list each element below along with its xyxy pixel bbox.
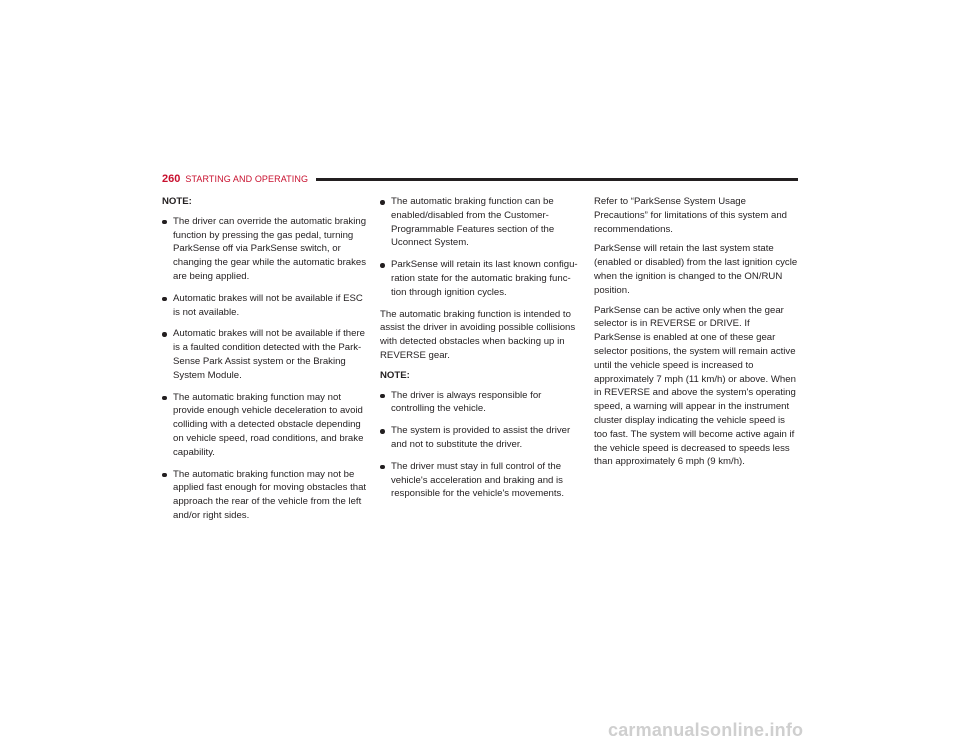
page-number: 260 bbox=[162, 173, 181, 185]
list-item: The automatic braking function can be enabled/disabled from the Customer-Programmable Features section of the Uconnect System. bbox=[380, 195, 582, 250]
bullet-icon bbox=[162, 396, 167, 401]
note-bullet-list bbox=[162, 215, 368, 523]
list-item: The automatic braking function may not be applied fast enough for moving obstacles that approach the rear of the vehicle from the left and/or right sides. bbox=[162, 468, 368, 523]
bullet-icon bbox=[162, 332, 167, 337]
page-header bbox=[162, 171, 798, 187]
list-item: Automatic brakes will not be available if there is a faulted condition detected with the Park-Sense Park Assist system or the Braking System Module. bbox=[162, 327, 368, 382]
column-3 bbox=[594, 195, 799, 475]
bullet-icon bbox=[162, 297, 167, 302]
list-item: The automatic braking function may not provide enough vehicle deceleration to avoid colliding with a detected obstacle depending on vehicle speed, road conditions, and brake capability. bbox=[162, 391, 368, 460]
list-item: The driver must stay in full control of the vehicle's acceleration and braking and is responsible for the vehicle's movements. bbox=[380, 460, 582, 501]
list-item: The driver is always responsible for controlling the vehicle. bbox=[380, 389, 582, 417]
bullet-icon bbox=[380, 263, 385, 268]
header-rule bbox=[316, 178, 798, 181]
list-item: ParkSense will retain its last known configu-ration state for the automatic braking func-tion through ignition cycles. bbox=[380, 258, 582, 299]
body-paragraph: Refer to “ParkSense System Usage Precautions” for limitations of this system and recommendations. bbox=[594, 196, 788, 235]
section-title: STARTING AND OPERATING bbox=[185, 174, 309, 184]
column-1 bbox=[162, 195, 368, 531]
list-item: The driver can override the automatic braking function by pressing the gas pedal, turning ParkSense off via ParkSense switch, or changing the gear while the automatic brakes are being applied. bbox=[162, 215, 368, 284]
list-item: The system is provided to assist the driver and not to substitute the driver. bbox=[380, 424, 582, 452]
note-label: NOTE: bbox=[162, 196, 192, 207]
bullet-icon bbox=[162, 220, 167, 225]
column-2 bbox=[380, 195, 582, 509]
feature-bullet-list bbox=[380, 195, 582, 300]
body-paragraph: ParkSense can be active only when the gear selector is in REVERSE or DRIVE. If ParkSense is enabled at one of these gear selector positions, the system will remain active until the vehicle speed is increased to approximately 7 mph (11 km/h) or above. When in REVERSE and above the system's operating speed, a warning will appear in the instrument cluster display indicating the vehicle speed is too fast. The system will become active again if the vehicle speed is decreased to speeds less than approximately 6 mph (9 km/h). bbox=[594, 304, 796, 468]
note-label: NOTE: bbox=[380, 369, 410, 381]
note-bullet-list bbox=[380, 389, 582, 502]
list-item: Automatic brakes will not be available if ESC is not available. bbox=[162, 292, 368, 320]
bullet-icon bbox=[380, 465, 385, 470]
bullet-icon bbox=[380, 429, 385, 434]
bullet-icon bbox=[380, 394, 385, 399]
bullet-icon bbox=[380, 200, 385, 205]
body-paragraph: The automatic braking function is intended to assist the driver in avoiding possible collisions with detected obstacles when backing up in REVERSE gear. bbox=[380, 308, 576, 361]
watermark: carmanualsonline.info bbox=[608, 720, 804, 740]
body-paragraph: ParkSense will retain the last system state (enabled or disabled) from the last ignition cycle when the ignition is changed to the ON/RUN position. bbox=[594, 243, 798, 296]
bullet-icon bbox=[162, 473, 167, 478]
